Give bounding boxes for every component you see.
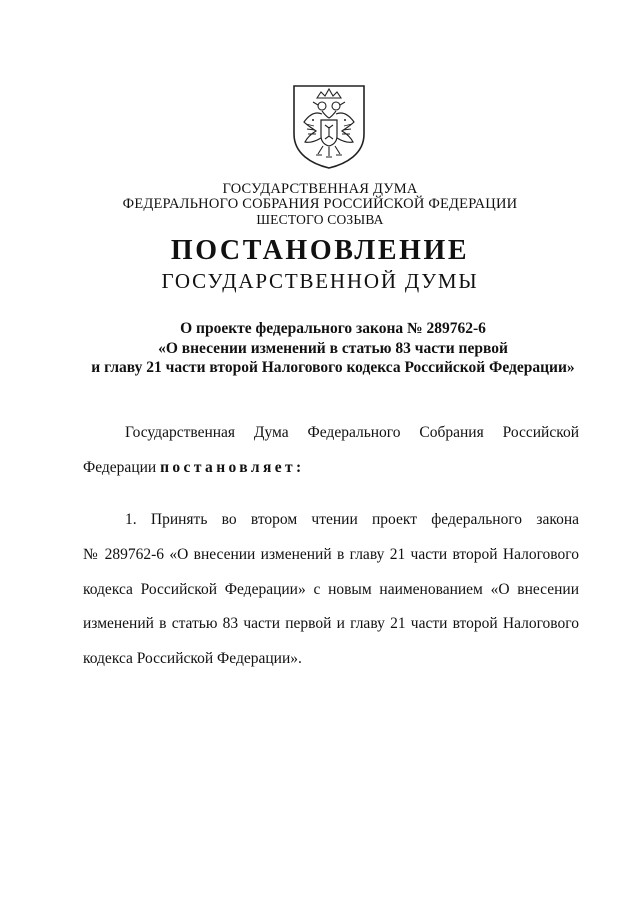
- clause-1-line-4: изменений в статью 83 части первой и главу 21 части второй Налогового: [83, 615, 579, 632]
- document-type-title: ПОСТАНОВЛЕНИЕ: [170, 235, 470, 266]
- convocation-line: ШЕСТОГО СОЗЫВА: [256, 212, 384, 227]
- intro-paragraph-line-1: Государственная Дума Федерального Собрания Российской: [125, 424, 579, 441]
- issuing-body-subtitle: ГОСУДАРСТВЕННОЙ ДУМЫ: [161, 269, 479, 293]
- coat-of-arms-icon: [292, 84, 366, 170]
- resolves-keyword: постановляет:: [160, 459, 305, 476]
- organization-name-line-1: ГОСУДАРСТВЕННАЯ ДУМА: [222, 181, 418, 197]
- clause-1-line-1: 1. Принять во втором чтении проект федерального закона: [125, 511, 579, 528]
- subject-line-2: «О внесении изменений в статью 83 части первой: [158, 340, 508, 357]
- subject-line-3: и главу 21 части второй Налогового кодекса Российской Федерации»: [91, 359, 575, 376]
- clause-1-line-5: кодекса Российской Федерации».: [83, 650, 302, 667]
- clause-1-line-3: кодекса Российской Федерации» с новым наименованием «О внесении: [83, 581, 579, 598]
- intro-paragraph-text: Федерации: [83, 459, 161, 476]
- organization-name-line-2: ФЕДЕРАЛЬНОГО СОБРАНИЯ РОССИЙСКОЙ ФЕДЕРАЦИИ: [122, 196, 518, 212]
- intro-paragraph-line-2: [83, 458, 579, 477]
- clause-1-line-2: № 289762-6 «О внесении изменений в главу 21 части второй Налогового: [83, 546, 579, 563]
- subject-line-1: О проекте федерального закона № 289762-6: [180, 320, 486, 337]
